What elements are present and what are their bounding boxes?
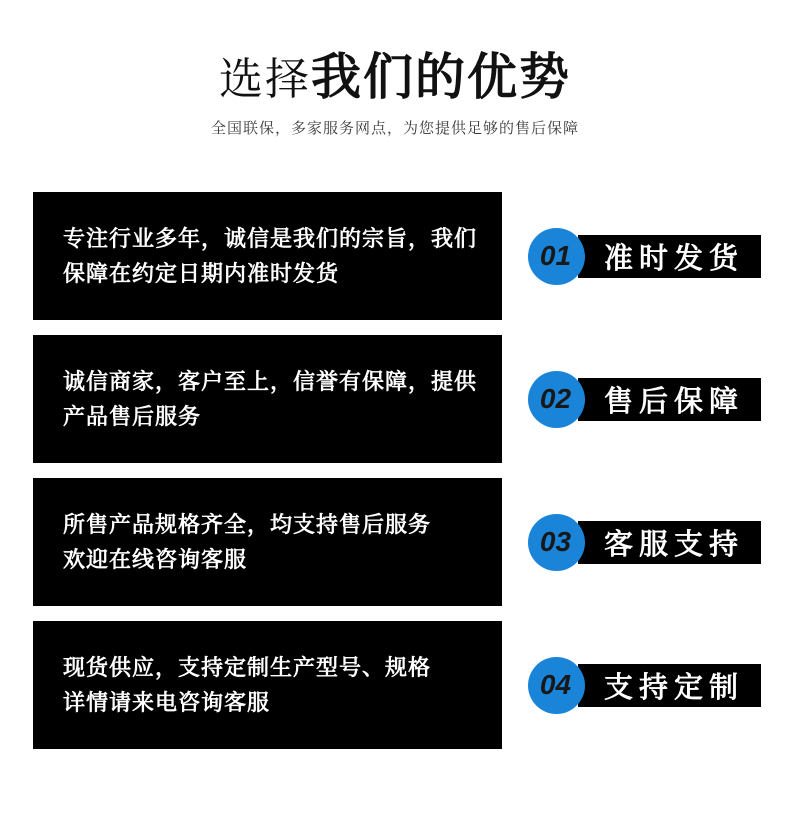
badge-label-bar [578,521,761,564]
badge-label-bar [578,235,761,278]
advantage-badge-3 [528,514,761,571]
description-line: 欢迎在线咨询客服 [63,547,248,572]
badge-number-circle [528,371,585,428]
badge-label: 支持定制 [604,671,745,704]
advantage-rows [0,192,790,749]
advantage-description-box [33,335,502,463]
badge-number: 02 [539,383,572,414]
page-header [0,0,790,138]
title-regular-part: 选择 [219,55,311,104]
badge-number-circle [528,228,585,285]
description-line: 专注行业多年，诚信是我们的宗旨，我们 [63,226,478,251]
description-line: 现货供应，支持定制生产型号、规格 [63,655,432,680]
badge-label-bar [578,664,761,707]
badge-number-circle [528,514,585,571]
advantage-row-1 [33,192,763,320]
badge-number: 03 [539,526,572,557]
advantage-row-3 [33,478,763,606]
badge-label: 客服支持 [604,528,745,561]
advantage-description-box [33,192,502,320]
advantage-description-box [33,621,502,749]
badge-label-bar [578,378,761,421]
advantage-badge-2 [528,371,761,428]
advantage-row-2 [33,335,763,463]
advantage-row-4 [33,621,763,749]
badge-number: 04 [539,669,572,700]
title-bold-part: 我们的优势 [311,49,571,105]
advantage-description-box [33,478,502,606]
page-title [0,50,790,105]
advantage-badge-1 [528,228,761,285]
description-line: 保障在约定日期内准时发货 [63,261,340,286]
description-line: 诚信商家，客户至上，信誉有保障，提供 [63,369,478,394]
badge-number: 01 [539,240,572,271]
page-subtitle: 全国联保，多家服务网点，为您提供足够的售后保障 [210,120,579,137]
badge-label: 售后保障 [604,385,745,418]
description-line: 产品售后服务 [63,404,202,429]
advantage-badge-4 [528,657,761,714]
badge-label: 准时发货 [604,242,745,275]
description-line: 所售产品规格齐全，均支持售后服务 [63,512,432,537]
description-line: 详情请来电咨询客服 [63,690,271,715]
badge-number-circle [528,657,585,714]
